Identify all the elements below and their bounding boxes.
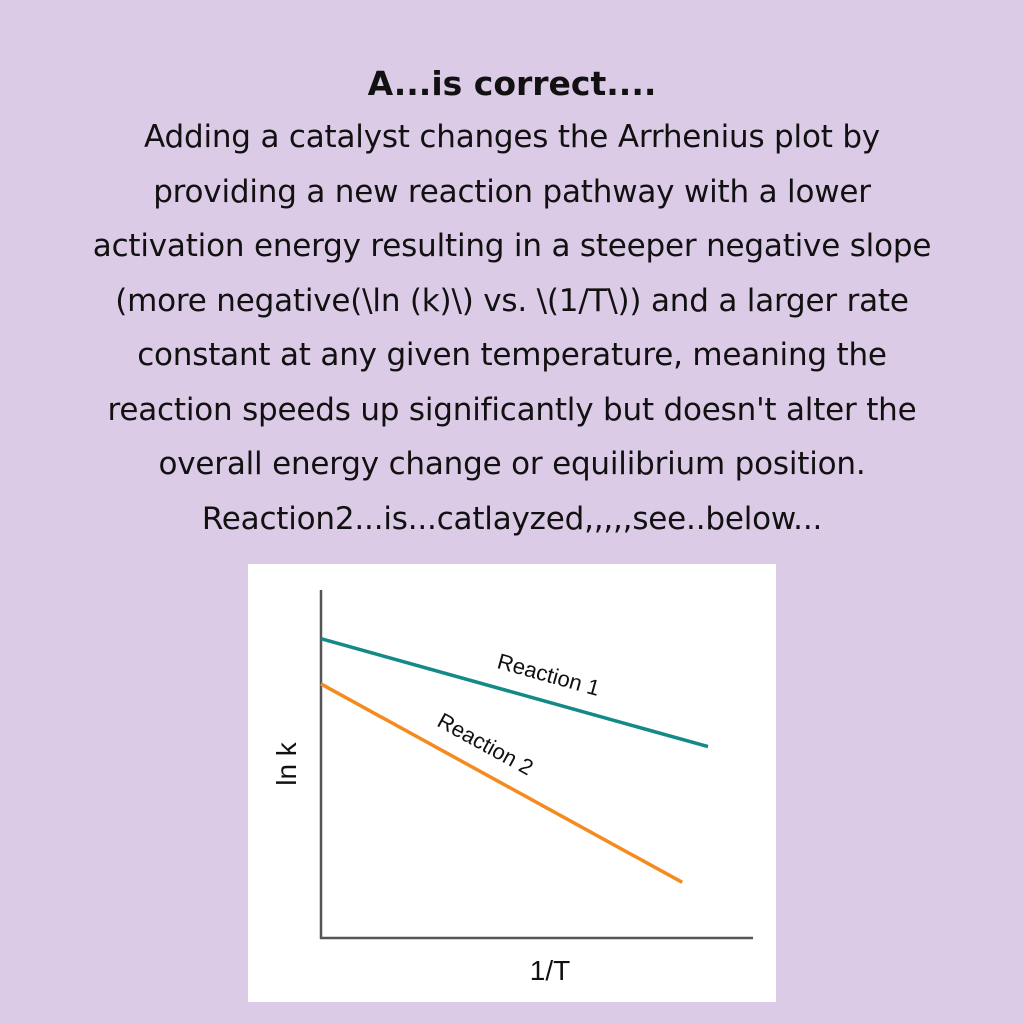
explanation-line-8: Reaction2...is...catlayzed,,,,,see..below...	[201, 500, 823, 537]
series-label-1: Reaction 1	[494, 648, 603, 701]
explanation-line-7: overall energy change or equilibrium position.	[158, 446, 866, 482]
explanation-line-6: reaction speeds up significantly but doesn't alter the	[107, 391, 917, 428]
x-axis-label: 1/T	[529, 955, 571, 986]
series-label-2: Reaction 2	[433, 707, 538, 781]
explanation-line-1: Adding a catalyst changes the Arrhenius plot by	[144, 119, 880, 155]
y-axis-label: ln k	[271, 742, 302, 786]
answer-heading: A...is correct....	[367, 64, 657, 103]
series-line-2	[321, 684, 682, 882]
explanation-line-2: providing a new reaction pathway with a lower	[153, 173, 871, 210]
explanation-line-4: (more negative(\ln (k)\) vs. \(1/T\)) and a larger rate	[115, 282, 909, 319]
explanation-line-5: constant at any given temperature, meaning the	[137, 337, 887, 373]
arrhenius-chart-card	[248, 564, 776, 1002]
explanation-line-3: activation energy resulting in a steeper negative slope	[92, 228, 932, 264]
series-layer	[321, 639, 708, 883]
explanation-text	[0, 58, 1024, 546]
arrhenius-chart	[248, 564, 776, 1002]
